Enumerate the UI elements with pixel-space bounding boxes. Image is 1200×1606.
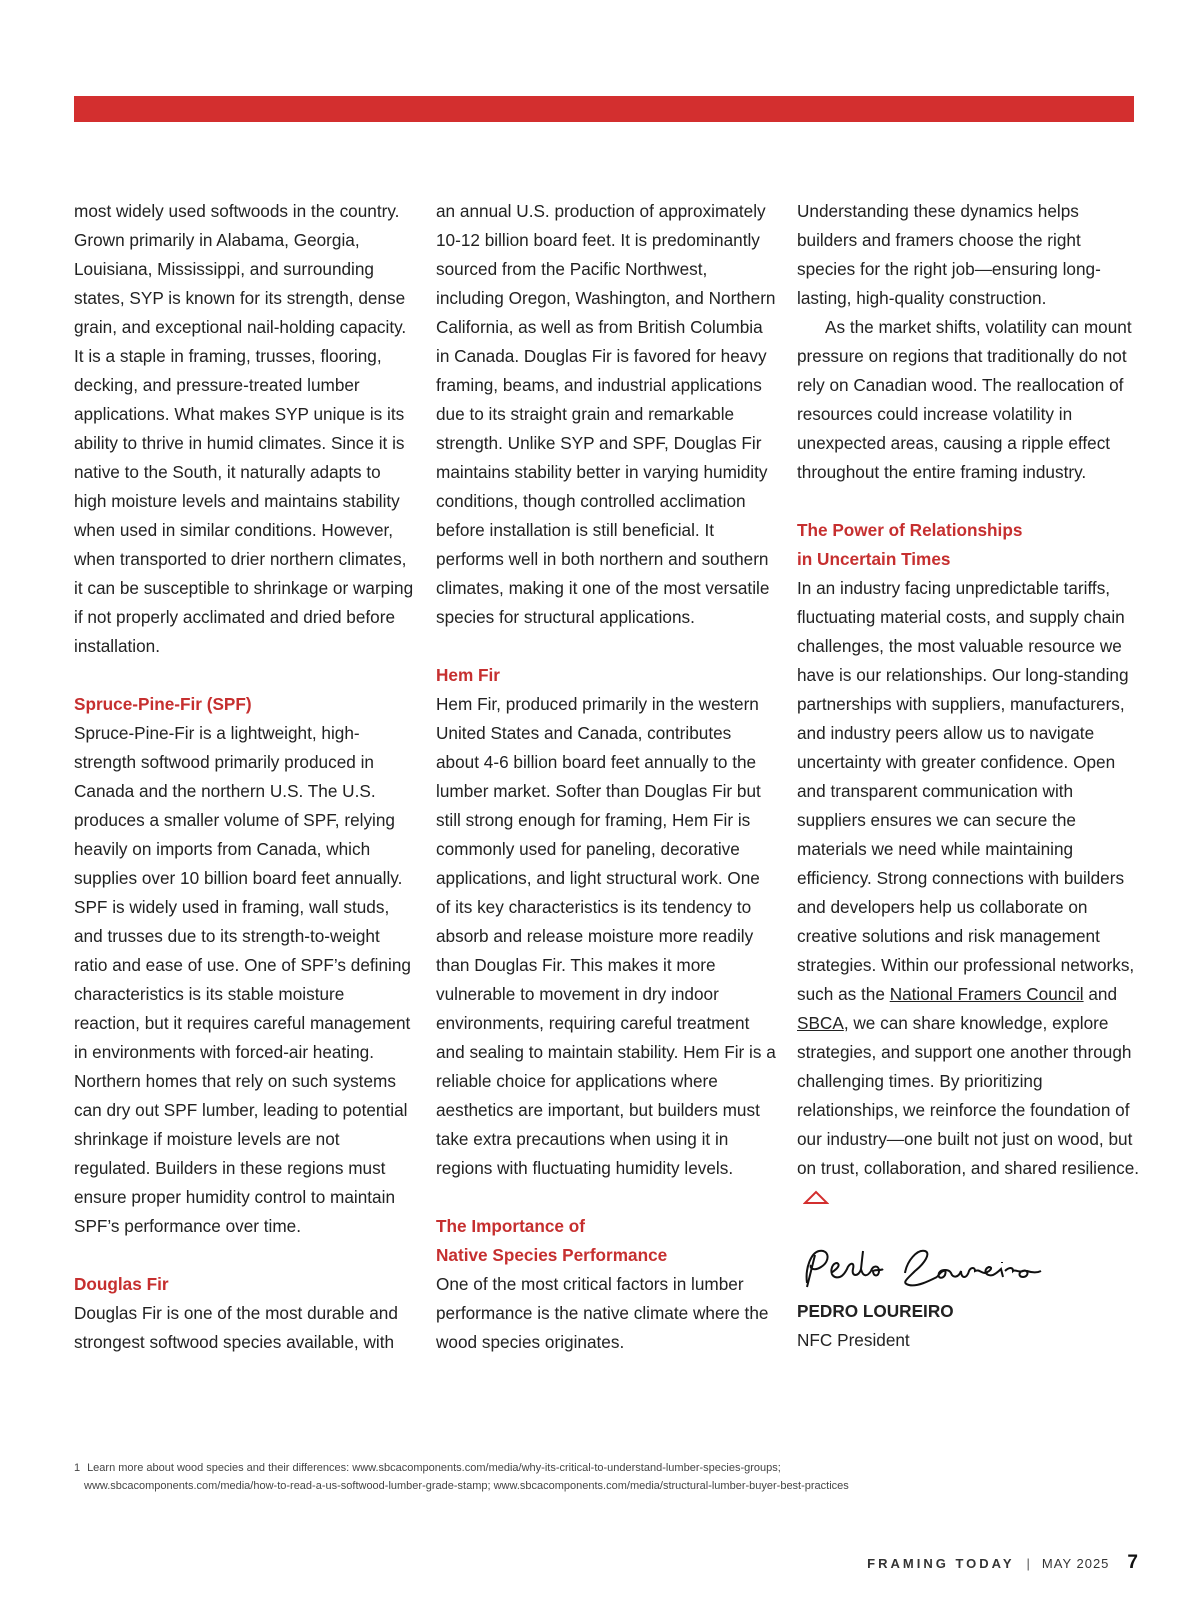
footnote-text-1: Learn more about wood species and their differences: www.sbcacomponents.com/media/why-its-critical-to-understand-lumber-species-groups; <box>87 1462 781 1474</box>
author-name: PEDRO LOUREIRO <box>797 1300 954 1321</box>
native-species-paragraph: One of the most critical factors in lumber performance is the native climate where the wood species originates. <box>436 1274 769 1352</box>
spf-heading: Spruce-Pine-Fir (SPF) <box>74 694 252 714</box>
douglas-fir-paragraph-start: Douglas Fir is one of the most durable and strongest softwood species available, with <box>74 1303 398 1352</box>
page-footer <box>867 1552 1138 1574</box>
signature <box>797 1243 1142 1297</box>
douglas-fir-heading: Douglas Fir <box>74 1274 169 1294</box>
sbca-link[interactable]: SBCA <box>797 1013 844 1033</box>
hem-fir-paragraph: Hem Fir, produced primarily in the western United States and Canada, contributes about 4-6 billion board feet annually to the lumber market. Softer than Douglas Fir but still strong enough for framing, Hem Fir is commonly used for paneling, decorative applications, and light structural work. One of its key characteristics is its tendency to absorb and release moisture more readily than Douglas Fir. This makes it more vulnerable to movement in dry indoor environments, requiring careful treatment and sealing to maintain stability. Hem Fir is a reliable choice for applications where aesthetics are important, but builders must take extra precautions when using it in regions with fluctuating humidity levels. <box>436 694 776 1178</box>
syp-paragraph: most widely used softwoods in the country. Grown primarily in Alabama, Georgia, Louisiana, Mississippi, and surrounding states, SYP is known for its strength, dense grain, and exceptional nail-holding capacity. It is a staple in framing, trusses, flooring, decking, and pressure-treated lumber applications. What makes SYP unique is its ability to thrive in humid climates. Since it is native to the South, it naturally adapts to high moisture levels and maintains stability when used in similar conditions. However, when transported to drier northern climates, it can be susceptible to shrinkage or warping if not properly acclimated and dried before installation. <box>74 201 414 656</box>
dynamics-paragraph: Understanding these dynamics helps builders and framers choose the right species for the right job—ensuring long-lasting, high-quality construction. <box>797 201 1101 308</box>
native-species-heading-line1: The Importance of <box>436 1216 585 1236</box>
native-species-heading <box>436 1212 776 1270</box>
footnote-line-1 <box>74 1459 1134 1477</box>
relationships-paragraph <box>797 574 1142 1213</box>
relationships-text-a: In an industry facing unpredictable tariffs, fluctuating material costs, and supply chain challenges, the most valuable resource we have is our relationships. Our long-standing partnerships with suppliers, manufacturers, and industry peers allow us to navigate uncertainty with greater confidence. Open and transparent communication with suppliers ensures we can secure the materials we need while maintaining efficiency. Strong connections with builders and developers help us collaborate on creative solutions and risk management strategies. Within our professional networks, such as the <box>797 578 1135 1004</box>
issue-date: MAY 2025 <box>1041 1555 1110 1571</box>
signature-drawing <box>797 1243 1077 1297</box>
author-title: NFC President <box>797 1329 910 1350</box>
triangle-end-icon <box>803 1184 829 1213</box>
footnote-line-2: www.sbcacomponents.com/media/how-to-read-a-us-softwood-lumber-grade-stamp; www.sbcacomponents.com/media/structural-lumber-buyer-best-practices <box>84 1480 849 1492</box>
hem-fir-heading: Hem Fir <box>436 665 500 685</box>
magazine-name: FRAMING TODAY <box>867 1555 1015 1571</box>
relationships-heading-line2: in Uncertain Times <box>797 549 951 569</box>
page-number: 7 <box>1127 1552 1138 1573</box>
spf-paragraph: Spruce-Pine-Fir is a lightweight, high-strength softwood primarily produced in Canada and the northern U.S. The U.S. produces a smaller volume of SPF, relying heavily on imports from Canada, which supplies over 10 billion board feet annually. SPF is widely used in framing, wall studs, and trusses due to its strength-to-weight ratio and ease of use. One of SPF’s defining characteristics is its stable moisture reaction, but it requires careful management in environments with forced-air heating. Northern homes that rely on such systems can dry out SPF lumber, leading to potential shrinkage if moisture levels are not regulated. Builders in these regions must ensure proper humidity control to maintain SPF’s performance over time. <box>74 723 411 1236</box>
nfc-link[interactable]: National Framers Council <box>889 984 1084 1004</box>
article-column-3 <box>797 197 1142 1355</box>
footnote-number: 1 <box>74 1462 81 1474</box>
article-column-2 <box>436 197 776 1357</box>
article-column-1 <box>74 197 414 1357</box>
footer-separator: | <box>1026 1555 1030 1571</box>
relationships-heading <box>797 516 1142 574</box>
header-accent-bar <box>74 96 1134 122</box>
relationships-text-b: , we can share knowledge, explore strategies, and support one another through challenging times. By prioritizing relationships, we reinforce the foundation of our industry—one built not just on wood, but on trust, collaboration, and shared resilience. <box>797 1013 1140 1178</box>
market-shift-paragraph: As the market shifts, volatility can mount pressure on regions that traditionally do not rely on Canadian wood. The reallocation of resources could increase volatility in unexpected areas, causing a ripple effect throughout the entire framing industry. <box>797 317 1132 482</box>
native-species-heading-line2: Native Species Performance <box>436 1245 668 1265</box>
douglas-fir-paragraph-cont: an annual U.S. production of approximately 10-12 billion board feet. It is predominantly sourced from the Pacific Northwest, including Oregon, Washington, and Northern California, as well as from British Columbia in Canada. Douglas Fir is favored for heavy framing, beams, and industrial applications due to its straight grain and remarkable strength. Unlike SYP and SPF, Douglas Fir maintains stability better in varying humidity conditions, though controlled acclimation before installation is still beneficial. It performs well in both northern and southern climates, making it one of the most versatile species for structural applications. <box>436 201 776 627</box>
relationships-heading-line1: The Power of Relationships <box>797 520 1023 540</box>
and-text: and <box>1083 984 1118 1004</box>
footnote <box>74 1459 1134 1495</box>
